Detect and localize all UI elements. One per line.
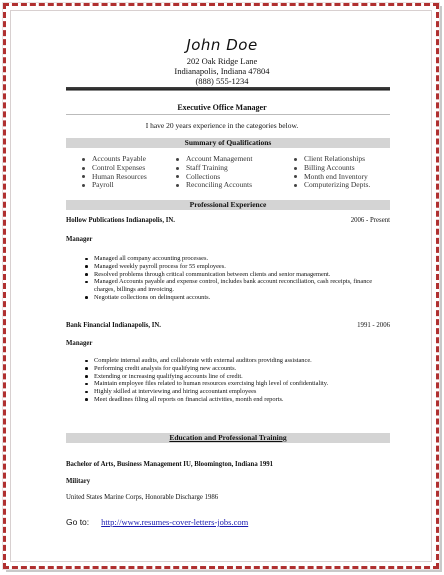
position-title: Executive Office Manager [177,103,267,112]
qualifications-column-3 [294,155,370,190]
list-item: Resolved problems through critical communication between clients and senior management. [84,271,374,279]
list-item: Accounts Payable [82,155,147,164]
education-heading: Education and Professional Training [66,433,390,443]
phone-number: (888) 555-1234 [195,76,249,86]
qualifications-column-2 [176,155,252,190]
job-1-company: Hollow Publications Indianapolis, IN. [66,217,175,224]
list-item: Managed all company accounting processes. [84,255,374,263]
list-item: Maintain employee files related to human resources exercising high level of confidentiality. [84,380,374,388]
address-street: 202 Oak Ridge Lane [186,56,258,66]
title-divider [66,114,390,115]
address-city: Indianapolis, Indiana 47804 [174,66,270,76]
job-1-duties [84,255,374,302]
goto-label: Go to: [66,517,90,527]
list-item: Month end Inventory [294,173,370,182]
job-1-header [66,217,390,224]
job-2-company: Bank Financial Indianapolis, IN. [66,322,162,329]
military-heading: Military [66,478,91,485]
experience-heading: Professional Experience [66,200,390,210]
qualifications-column-1 [82,155,147,190]
list-item: Reconciling Accounts [176,181,252,190]
website-link[interactable]: http://www.resumes-cover-letters-jobs.com [101,517,249,527]
job-1-dates: 2006 - Present [350,217,390,224]
list-item: Managed Accounts payable and expense control, includes bank account reconciliation, cash receipts, finance charges, billings and invoicing. [84,278,374,294]
job-2-duties [84,357,374,404]
list-item: Client Relationships [294,155,370,164]
list-item: Human Resources [82,173,147,182]
list-item: Highly skilled at interviewing and hiring accountant employees [84,388,374,396]
list-item: Extending or increasing qualifying accounts line of credit. [84,373,374,381]
list-item: Payroll [82,181,147,190]
list-item: Meet deadlines filing all reports on financial activities, month end reports. [84,396,374,404]
job-1-role: Manager [66,236,93,243]
job-2-role: Manager [66,340,93,347]
list-item: Collections [176,173,252,182]
list-item: Staff Training [176,164,252,173]
list-item: Control Expenses [82,164,147,173]
list-item: Managed weekly payroll process for 55 employees. [84,263,374,271]
job-2-dates: 1991 - 2006 [357,322,390,329]
list-item: Billing Accounts [294,164,370,173]
header-divider [66,87,390,91]
list-item: Negotiate collections on delinquent accounts. [84,294,374,302]
list-item: Account Management [176,155,252,164]
applicant-name: John Doe [186,36,258,54]
military-service: United States Marine Corps, Honorable Discharge 1986 [66,494,219,501]
list-item: Computerizing Depts. [294,181,370,190]
intro-text: I have 20 years experience in the categories below. [145,121,299,130]
education-degree: Bachelor of Arts, Business Management IU, Bloomington, Indiana 1991 [66,461,274,468]
footer-goto [66,517,248,527]
list-item: Performing credit analysis for qualifying new accounts. [84,365,374,373]
list-item: Complete internal audits, and collaborate with external auditors providing assistance. [84,357,374,365]
job-2-header [66,322,390,329]
qualifications-heading: Summary of Qualifications [66,138,390,148]
